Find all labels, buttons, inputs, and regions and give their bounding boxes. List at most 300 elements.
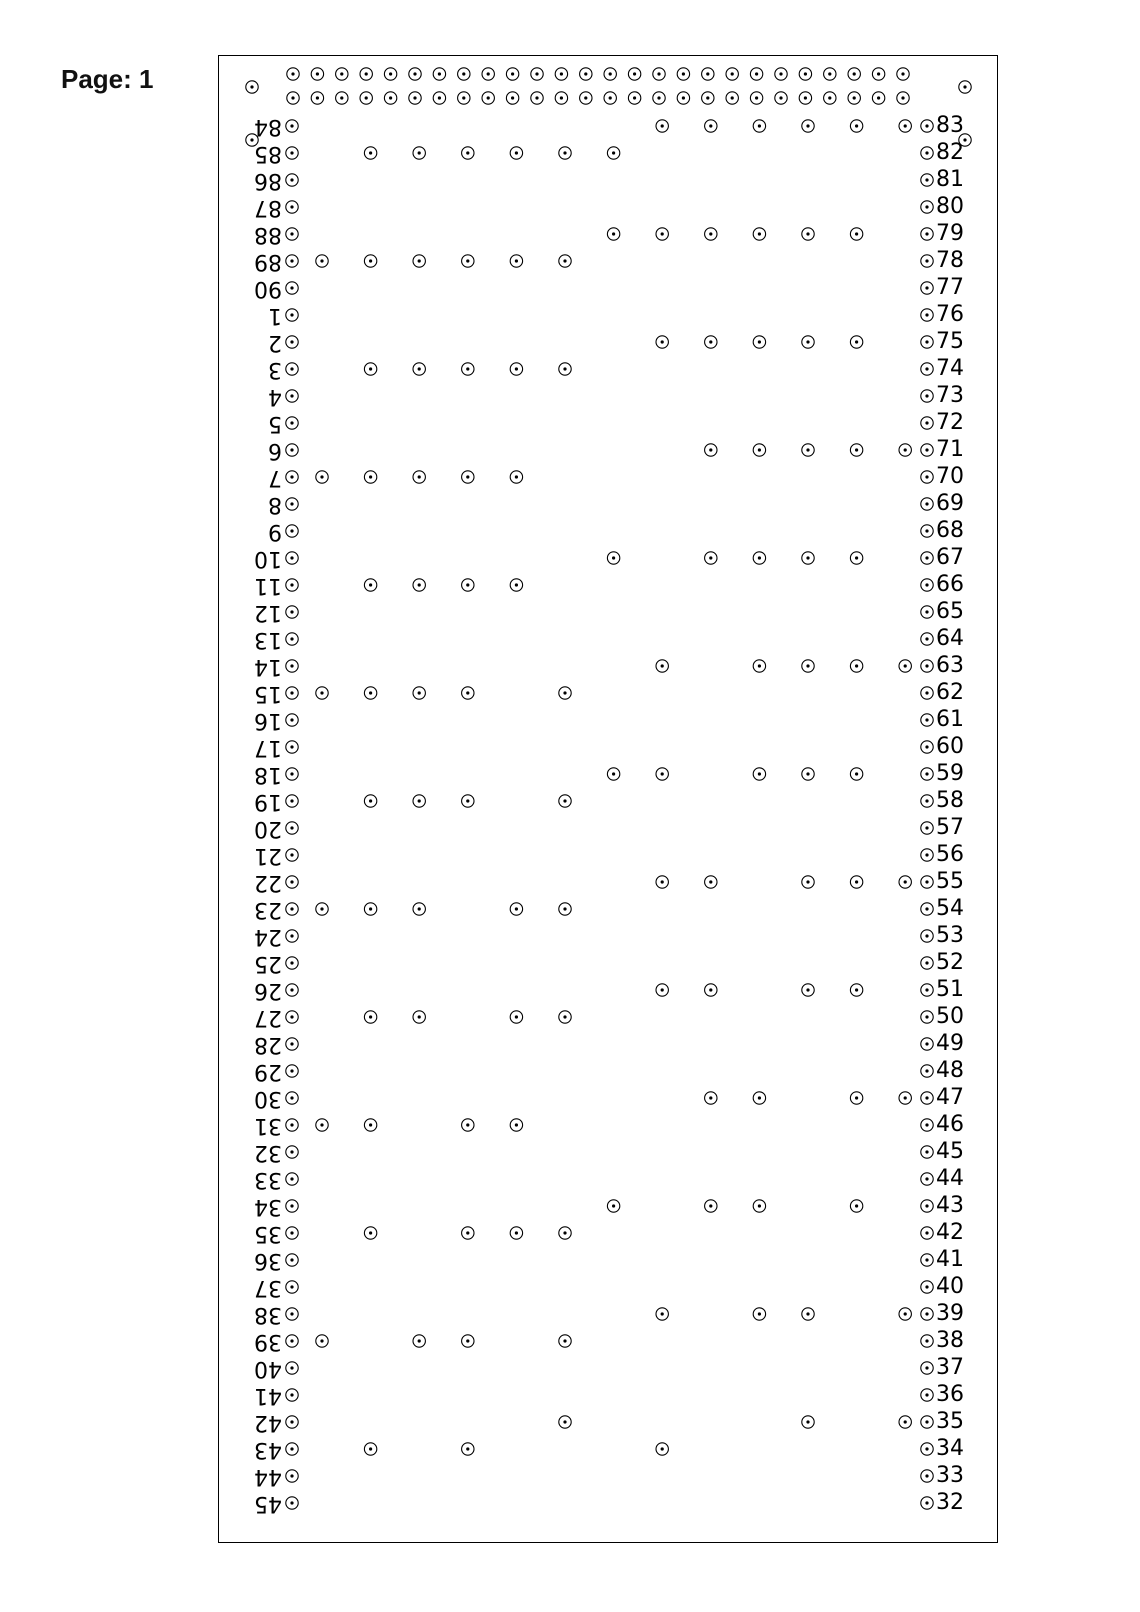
left-pin-label: 25 <box>254 951 282 976</box>
header-hole <box>775 92 787 104</box>
component-hole <box>413 363 425 375</box>
right-pad-hole <box>921 1227 933 1239</box>
component-hole <box>753 660 765 672</box>
left-pad-hole <box>286 147 298 159</box>
component-hole <box>364 1227 376 1239</box>
right-pad-hole <box>921 822 933 834</box>
right-pin-label: 33 <box>936 1463 964 1488</box>
right-pin-label: 44 <box>936 1166 964 1191</box>
left-pad-hole <box>286 795 298 807</box>
right-pin-label: 34 <box>936 1436 964 1461</box>
right-pin-label: 42 <box>936 1220 964 1245</box>
left-pin-label: 39 <box>254 1329 282 1354</box>
left-pin-label: 41 <box>254 1383 282 1408</box>
header-hole <box>384 68 396 80</box>
left-pin-label: 20 <box>254 816 282 841</box>
component-hole <box>899 660 911 672</box>
left-pin-label: 12 <box>254 600 282 625</box>
left-pin-label: 89 <box>254 249 282 274</box>
header-hole <box>360 68 372 80</box>
component-hole <box>656 984 668 996</box>
left-pad-hole <box>286 1389 298 1401</box>
right-pad-hole <box>921 1335 933 1347</box>
right-pad-hole <box>921 930 933 942</box>
left-pin-label: 38 <box>254 1302 282 1327</box>
right-pin-label: 59 <box>936 761 964 786</box>
left-pad-hole <box>286 1038 298 1050</box>
right-pin-label: 49 <box>936 1031 964 1056</box>
left-pin-label: 23 <box>254 897 282 922</box>
left-pin-label: 28 <box>254 1032 282 1057</box>
right-pin-label: 65 <box>936 599 964 624</box>
left-pin-label: 9 <box>268 519 282 544</box>
header-hole <box>726 68 738 80</box>
component-hole <box>705 984 717 996</box>
component-hole <box>510 255 522 267</box>
component-hole <box>850 228 862 240</box>
right-pin-label: 61 <box>936 707 964 732</box>
right-pin-label: 82 <box>936 140 964 165</box>
component-hole <box>364 147 376 159</box>
header-hole <box>482 92 494 104</box>
right-pin-label: 54 <box>936 896 964 921</box>
right-pin-label: 55 <box>936 869 964 894</box>
left-pad-hole <box>286 606 298 618</box>
component-hole <box>462 579 474 591</box>
header-hole <box>872 68 884 80</box>
right-pad-hole <box>921 390 933 402</box>
right-pad-hole <box>921 1254 933 1266</box>
component-hole <box>559 1227 571 1239</box>
header-hole <box>824 68 836 80</box>
component-hole <box>559 363 571 375</box>
component-hole <box>462 363 474 375</box>
component-hole <box>364 363 376 375</box>
left-pad-hole <box>286 1065 298 1077</box>
left-pin-label: 2 <box>268 330 282 355</box>
component-hole <box>364 1011 376 1023</box>
left-pin-label: 85 <box>254 141 282 166</box>
header-hole <box>482 68 494 80</box>
header-hole <box>336 92 348 104</box>
component-hole <box>899 1308 911 1320</box>
right-pin-label: 57 <box>936 815 964 840</box>
right-pad-hole <box>921 1389 933 1401</box>
left-pin-label: 15 <box>254 681 282 706</box>
right-pin-label: 51 <box>936 977 964 1002</box>
component-hole <box>802 336 814 348</box>
header-hole <box>580 92 592 104</box>
component-hole <box>607 768 619 780</box>
header-hole <box>653 68 665 80</box>
left-pin-label: 35 <box>254 1221 282 1246</box>
component-hole <box>656 336 668 348</box>
component-hole <box>802 552 814 564</box>
left-pad-hole <box>286 1173 298 1185</box>
left-pad-hole <box>286 1470 298 1482</box>
left-pin-label: 32 <box>254 1140 282 1165</box>
left-pin-label: 5 <box>268 411 282 436</box>
component-hole <box>753 120 765 132</box>
header-hole <box>409 68 421 80</box>
component-hole <box>364 795 376 807</box>
right-pin-label: 81 <box>936 167 964 192</box>
right-pin-label: 77 <box>936 275 964 300</box>
left-pin-label: 18 <box>254 762 282 787</box>
component-hole <box>316 1119 328 1131</box>
right-pin-label: 80 <box>936 194 964 219</box>
header-hole <box>433 68 445 80</box>
left-pin-label: 86 <box>254 168 282 193</box>
left-pin-label: 27 <box>254 1005 282 1030</box>
header-hole <box>555 68 567 80</box>
left-pin-label: 30 <box>254 1086 282 1111</box>
component-hole <box>364 1443 376 1455</box>
header-hole <box>799 92 811 104</box>
left-pin-label: 88 <box>254 222 282 247</box>
right-pad-hole <box>921 1308 933 1320</box>
right-pad-hole <box>921 1092 933 1104</box>
left-pad-hole <box>286 849 298 861</box>
right-pad-hole <box>921 1065 933 1077</box>
left-pad-hole <box>286 120 298 132</box>
component-hole <box>802 120 814 132</box>
right-pad-hole <box>921 174 933 186</box>
component-hole <box>802 1308 814 1320</box>
component-hole <box>656 1443 668 1455</box>
component-hole <box>850 876 862 888</box>
component-hole <box>510 363 522 375</box>
header-hole <box>433 92 445 104</box>
component-hole <box>753 228 765 240</box>
right-pin-label: 53 <box>936 923 964 948</box>
left-pad-hole <box>286 417 298 429</box>
right-pad-hole <box>921 687 933 699</box>
left-pad-hole <box>286 552 298 564</box>
component-hole <box>802 984 814 996</box>
component-hole <box>607 147 619 159</box>
component-hole <box>753 552 765 564</box>
left-pin-label: 24 <box>254 924 282 949</box>
page-label: Page: 1 <box>61 64 154 94</box>
component-hole <box>850 660 862 672</box>
left-pad-hole <box>286 1092 298 1104</box>
header-hole <box>824 92 836 104</box>
left-pad-hole <box>286 714 298 726</box>
header-hole <box>287 92 299 104</box>
left-pad-hole <box>286 255 298 267</box>
component-hole <box>316 1335 328 1347</box>
component-hole <box>462 687 474 699</box>
component-hole <box>510 903 522 915</box>
right-pad-hole <box>921 1173 933 1185</box>
component-hole <box>802 228 814 240</box>
component-hole <box>802 876 814 888</box>
right-pin-label: 66 <box>936 572 964 597</box>
right-pad-hole <box>921 876 933 888</box>
left-pin-label: 29 <box>254 1059 282 1084</box>
left-pad-hole <box>286 1200 298 1212</box>
component-hole <box>899 120 911 132</box>
left-pad-hole <box>286 282 298 294</box>
component-hole <box>316 687 328 699</box>
right-pin-label: 79 <box>936 221 964 246</box>
right-pad-hole <box>921 1443 933 1455</box>
header-hole <box>384 92 396 104</box>
right-pad-hole <box>921 1281 933 1293</box>
component-hole <box>656 660 668 672</box>
right-pad-hole <box>921 1362 933 1374</box>
right-pin-label: 45 <box>936 1139 964 1164</box>
header-hole <box>311 92 323 104</box>
corner-hole <box>959 81 971 93</box>
header-hole <box>506 92 518 104</box>
component-hole <box>850 1200 862 1212</box>
left-pad-hole <box>286 1254 298 1266</box>
header-hole <box>799 68 811 80</box>
right-pin-label: 32 <box>936 1490 964 1515</box>
right-pad-hole <box>921 228 933 240</box>
component-hole <box>559 1011 571 1023</box>
component-hole <box>802 1416 814 1428</box>
component-hole <box>364 471 376 483</box>
right-pin-label: 69 <box>936 491 964 516</box>
component-hole <box>850 444 862 456</box>
left-pad-hole <box>286 1281 298 1293</box>
left-pin-label: 44 <box>254 1464 282 1489</box>
right-pad-hole <box>921 498 933 510</box>
component-hole <box>462 147 474 159</box>
component-hole <box>559 1335 571 1347</box>
component-hole <box>850 120 862 132</box>
right-pad-hole <box>921 363 933 375</box>
right-pad-hole <box>921 1497 933 1509</box>
right-pad-hole <box>921 1011 933 1023</box>
left-pad-hole <box>286 1119 298 1131</box>
header-hole <box>848 92 860 104</box>
right-pin-label: 39 <box>936 1301 964 1326</box>
component-hole <box>753 1092 765 1104</box>
left-pad-hole <box>286 1362 298 1374</box>
right-pin-label: 40 <box>936 1274 964 1299</box>
component-hole <box>559 255 571 267</box>
left-pin-label: 26 <box>254 978 282 1003</box>
left-pin-label: 31 <box>254 1113 282 1138</box>
header-hole <box>750 68 762 80</box>
left-pad-hole <box>286 930 298 942</box>
right-pad-hole <box>921 201 933 213</box>
component-hole <box>364 687 376 699</box>
header-hole <box>604 68 616 80</box>
right-pad-hole <box>921 1200 933 1212</box>
component-hole <box>559 1416 571 1428</box>
left-pad-hole <box>286 984 298 996</box>
component-hole <box>705 876 717 888</box>
right-pin-label: 47 <box>936 1085 964 1110</box>
left-pin-label: 16 <box>254 708 282 733</box>
right-pin-label: 52 <box>936 950 964 975</box>
component-hole <box>559 903 571 915</box>
left-pad-hole <box>286 633 298 645</box>
component-hole <box>899 1092 911 1104</box>
left-pin-label: 19 <box>254 789 282 814</box>
right-pad-hole <box>921 795 933 807</box>
left-pin-label: 33 <box>254 1167 282 1192</box>
right-pin-label: 75 <box>936 329 964 354</box>
left-pad-hole <box>286 1335 298 1347</box>
right-pin-label: 38 <box>936 1328 964 1353</box>
right-pin-label: 46 <box>936 1112 964 1137</box>
component-hole <box>607 228 619 240</box>
right-pad-hole <box>921 444 933 456</box>
right-pad-hole <box>921 120 933 132</box>
left-pin-label: 34 <box>254 1194 282 1219</box>
component-hole <box>364 903 376 915</box>
header-hole <box>628 68 640 80</box>
component-hole <box>413 795 425 807</box>
left-pad-hole <box>286 822 298 834</box>
component-hole <box>705 228 717 240</box>
component-hole <box>510 471 522 483</box>
right-pin-label: 58 <box>936 788 964 813</box>
component-hole <box>413 579 425 591</box>
right-pin-label: 71 <box>936 437 964 462</box>
header-hole <box>555 92 567 104</box>
left-pad-hole <box>286 1416 298 1428</box>
right-pin-label: 74 <box>936 356 964 381</box>
right-pad-hole <box>921 417 933 429</box>
left-pin-label: 21 <box>254 843 282 868</box>
header-hole <box>311 68 323 80</box>
component-hole <box>850 768 862 780</box>
left-pin-label: 1 <box>268 303 282 328</box>
right-pad-hole <box>921 768 933 780</box>
left-pad-hole <box>286 660 298 672</box>
header-hole <box>677 92 689 104</box>
right-pad-hole <box>921 579 933 591</box>
right-pin-label: 67 <box>936 545 964 570</box>
left-pin-label: 42 <box>254 1410 282 1435</box>
component-hole <box>656 228 668 240</box>
left-pin-label: 6 <box>268 438 282 463</box>
left-pad-hole <box>286 498 298 510</box>
right-pad-hole <box>921 660 933 672</box>
component-hole <box>850 1092 862 1104</box>
header-hole <box>702 92 714 104</box>
left-pad-hole <box>286 1011 298 1023</box>
right-pin-label: 72 <box>936 410 964 435</box>
left-pin-label: 45 <box>254 1491 282 1516</box>
right-pad-hole <box>921 525 933 537</box>
header-hole <box>897 68 909 80</box>
right-pad-hole <box>921 1038 933 1050</box>
left-pad-hole <box>286 768 298 780</box>
header-hole <box>702 68 714 80</box>
component-hole <box>462 795 474 807</box>
right-pad-hole <box>921 1146 933 1158</box>
component-hole <box>705 552 717 564</box>
component-hole <box>413 687 425 699</box>
component-hole <box>899 444 911 456</box>
component-hole <box>559 795 571 807</box>
left-pad-hole <box>286 579 298 591</box>
component-hole <box>413 1335 425 1347</box>
header-hole <box>287 68 299 80</box>
component-hole <box>462 471 474 483</box>
right-pin-label: 43 <box>936 1193 964 1218</box>
right-pad-hole <box>921 957 933 969</box>
component-hole <box>462 1119 474 1131</box>
right-pad-hole <box>921 606 933 618</box>
left-pad-hole <box>286 876 298 888</box>
header-hole <box>848 68 860 80</box>
component-hole <box>705 1092 717 1104</box>
left-pin-label: 43 <box>254 1437 282 1462</box>
header-hole <box>458 92 470 104</box>
right-pin-label: 73 <box>936 383 964 408</box>
header-hole <box>409 92 421 104</box>
left-pad-hole <box>286 741 298 753</box>
right-pin-label: 41 <box>936 1247 964 1272</box>
component-hole <box>510 1119 522 1131</box>
header-hole <box>750 92 762 104</box>
component-hole <box>753 768 765 780</box>
component-hole <box>705 120 717 132</box>
header-hole <box>531 92 543 104</box>
component-hole <box>510 147 522 159</box>
right-pad-hole <box>921 714 933 726</box>
left-pin-label: 7 <box>268 465 282 490</box>
pcb-drawing <box>219 56 996 1541</box>
component-hole <box>316 471 328 483</box>
left-pad-hole <box>286 471 298 483</box>
left-pin-label: 13 <box>254 627 282 652</box>
left-pad-hole <box>286 1227 298 1239</box>
component-hole <box>656 120 668 132</box>
component-hole <box>850 984 862 996</box>
component-hole <box>802 768 814 780</box>
component-hole <box>753 1308 765 1320</box>
right-pin-label: 35 <box>936 1409 964 1434</box>
left-pin-label: 3 <box>268 357 282 382</box>
right-pin-label: 76 <box>936 302 964 327</box>
pcb-board <box>218 55 998 1543</box>
left-pin-label: 17 <box>254 735 282 760</box>
right-pin-label: 83 <box>936 113 964 138</box>
component-hole <box>656 876 668 888</box>
left-pin-label: 36 <box>254 1248 282 1273</box>
header-hole <box>531 68 543 80</box>
component-hole <box>462 255 474 267</box>
header-hole <box>336 68 348 80</box>
component-hole <box>462 1443 474 1455</box>
right-pin-label: 70 <box>936 464 964 489</box>
left-pad-hole <box>286 525 298 537</box>
right-pad-hole <box>921 1119 933 1131</box>
right-pin-label: 56 <box>936 842 964 867</box>
right-pad-hole <box>921 147 933 159</box>
component-hole <box>510 1227 522 1239</box>
header-hole <box>604 92 616 104</box>
component-hole <box>607 1200 619 1212</box>
right-pin-label: 36 <box>936 1382 964 1407</box>
right-pin-label: 68 <box>936 518 964 543</box>
right-pin-label: 78 <box>936 248 964 273</box>
component-hole <box>413 471 425 483</box>
component-hole <box>802 444 814 456</box>
left-pad-hole <box>286 903 298 915</box>
left-pad-hole <box>286 1146 298 1158</box>
